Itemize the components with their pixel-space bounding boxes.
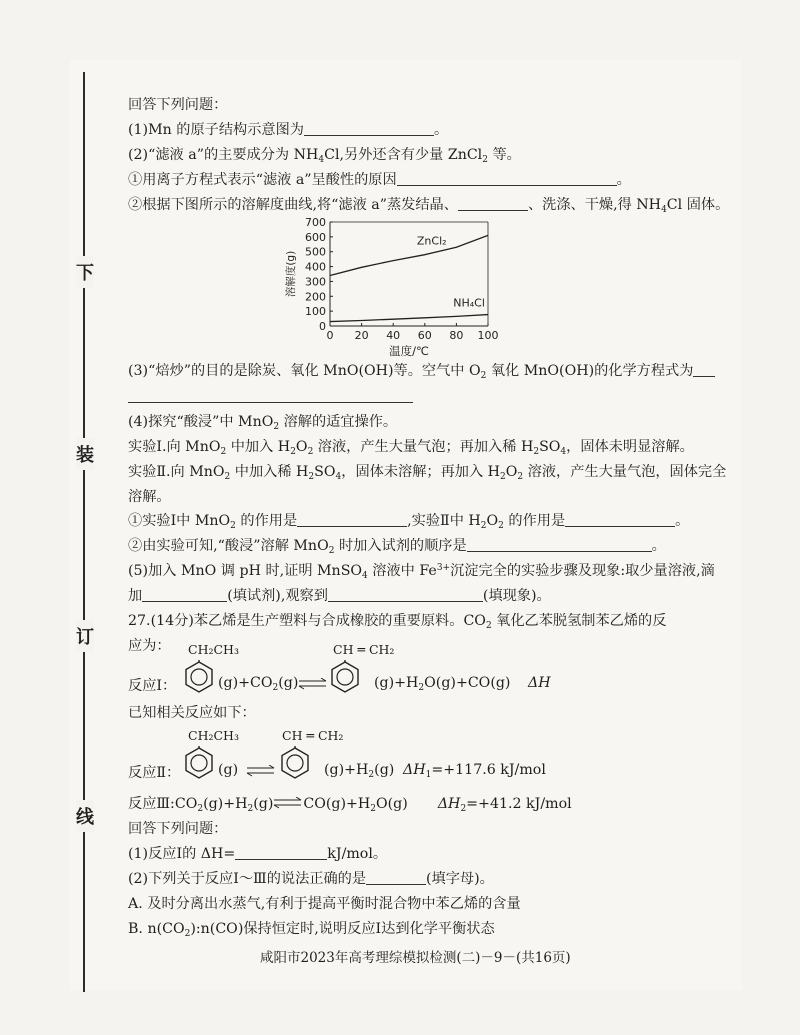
chart-labels (284, 216, 499, 358)
chart-axes (330, 222, 488, 326)
solubility-chart (282, 214, 502, 359)
q2-ion-equation: ①用离子方程式表示“滤液 a”呈酸性的原因 。 (128, 172, 631, 188)
y-tick-label: 300 (305, 275, 326, 289)
equilibrium-arrow-2 (246, 765, 276, 777)
series-line-0 (330, 235, 488, 275)
blank-crystallize[interactable] (458, 196, 528, 211)
ethyl-group-2: CH₂CH₃ (188, 728, 239, 743)
x-tick-label: 0 (326, 329, 334, 342)
vinyl-group-1: CH ═ CH₂ (333, 642, 395, 657)
q5-fe-test-cont: 加 (填试剂),观察到 (填现象)。 (128, 588, 551, 604)
equilibrium-arrow-1 (298, 678, 328, 690)
x-tick-label: 80 (449, 329, 464, 342)
q4-role: ①实验Ⅰ中 MnO$_2$ 的作用是 ,实验Ⅱ中 $H_2O_2$ 的作用是 。 (128, 513, 690, 531)
option-a: A. 及时分离出水蒸气,有利于提高平衡时混合物中苯乙烯的含量 (128, 896, 521, 912)
q27-intro-cont: 应为： (128, 638, 171, 654)
experiment-1: 实验Ⅰ.向 MnO$_2$ 中加入 $H_2O_2$ 溶液，产生大量气泡；再加入稀 $H_2SO_4$，固体未明显溶解。 (128, 439, 694, 457)
q3-roasting-cont (128, 388, 413, 406)
blank-mno2-role[interactable] (297, 512, 407, 527)
side-label-zhuang: 装 (76, 438, 94, 470)
reaction-2-label: 反应Ⅱ： (128, 765, 181, 781)
blank-roast-tail[interactable] (693, 362, 715, 377)
q3-roasting: (3)“焙炒”的目的是除炭、氧化 MnO(OH)等。空气中 $O_2$ 氧化 MnO(OH)的化学方程式为 (128, 362, 715, 380)
q27-prompt: 回答下列问题： (128, 821, 228, 837)
experiment-2: 实验Ⅱ.向 MnO$_2$ 中加入稀 $H_2SO_4$，固体未溶解；再加入 $H_2O_2$ 溶液，产生大量气泡，固体完全 (128, 464, 727, 482)
y-axis-label: 溶解度(g) (285, 250, 297, 298)
q4-acid-leach: (4)探究“酸浸”中 MnO$_2$ 溶解的适宜操作。 (128, 414, 398, 432)
answer-prompt: 回答下列问题： (128, 97, 228, 113)
q5-fe-test: (5)加入 MnO 调 pH 时,证明 MnSO$_4$ 溶液中 $Fe^{3+}$沉淀完全的实验步骤及现象:取少量溶液,滴 (128, 563, 715, 581)
q27-intro: 27.(14分)苯乙烯是生产塑料与合成橡胶的重要原料。$CO_2$ 氧化乙苯脱氢制苯乙烯的反 (128, 613, 667, 631)
option-b: B. $n(CO_2):n(CO)$保持恒定时,说明反应Ⅰ达到化学平衡状态 (128, 921, 495, 939)
q27-1: (1)反应Ⅰ的 ΔH= kJ/mol。 (128, 846, 388, 862)
binding-margin-line (83, 72, 85, 992)
reaction-1-products: $(g)+H_2O(g)+CO(g)$ (374, 675, 511, 693)
blank-ion-equation[interactable] (397, 171, 617, 186)
y-tick-label: 500 (305, 245, 326, 259)
reaction-1-label: 反应Ⅰ： (128, 678, 177, 694)
series-line-1 (330, 315, 488, 322)
q2-crystallize: ②根据下图所示的溶解度曲线,将“滤液 a”蒸发结晶、 、洗涤、干燥,得 $NH_4Cl$ 固体。 (128, 197, 730, 215)
blank-correct-options[interactable] (366, 870, 426, 885)
x-axis-label: 温度/℃ (389, 344, 429, 358)
side-label-xia: 下 (76, 256, 94, 288)
y-tick-label: 600 (305, 230, 326, 244)
equilibrium-arrow-3 (273, 797, 303, 809)
vinyl-group-2: CH ═ CH₂ (282, 728, 344, 743)
reaction-2-dh: $\Delta H_1=+117.6$ kJ/mol (403, 762, 546, 780)
x-tick-label: 100 (477, 329, 499, 342)
y-tick-label: 0 (319, 320, 326, 333)
styrene-ring-1 (330, 660, 360, 696)
known-reactions: 已知相关反应如下： (128, 705, 256, 721)
q4-order: ②由实验可知,“酸浸”溶解 MnO$_2$ 时加入试剂的顺序是 。 (128, 538, 666, 556)
q1-mn-structure: (1)Mn 的原子结构示意图为 。 (128, 122, 449, 138)
blank-h2o2-role[interactable] (565, 512, 675, 527)
y-tick-label: 200 (305, 290, 326, 304)
experiment-2-cont: 溶解。 (128, 489, 171, 505)
ethyl-group-1: CH₂CH₃ (188, 642, 239, 657)
ethylbenzene-ring-2 (184, 746, 214, 782)
reaction-2-products: $(g)+H_2(g)$ (324, 762, 395, 780)
blank-reagent[interactable] (142, 587, 227, 602)
y-tick-label: 700 (305, 216, 326, 229)
x-tick-label: 60 (417, 329, 432, 342)
q2-filtrate: (2)“滤液 a”的主要成分为 $NH_4Cl$,另外还含有少量 ZnCl$_2$ 等。 (128, 147, 521, 165)
blank-delta-h[interactable] (235, 845, 327, 860)
y-tick-label: 400 (305, 260, 326, 274)
series-label-0: ZnCl₂ (416, 234, 447, 248)
blank-phenomenon[interactable] (328, 587, 483, 602)
reaction-1-reactants: $(g)+CO_2(g)$ (218, 675, 299, 693)
side-label-ding: 订 (76, 620, 94, 652)
styrene-ring-2 (280, 746, 310, 782)
q27-2: (2)下列关于反应Ⅰ～Ⅲ的说法正确的是 (填字母)。 (128, 871, 494, 887)
reaction-1-dh: ΔH (528, 675, 551, 691)
side-label-xian: 线 (76, 800, 94, 832)
blank-mn-structure[interactable] (304, 121, 434, 136)
page-footer: 咸阳市2023年高考理综模拟检测(二)－9－(共16页) (260, 950, 571, 966)
blank-roast-equation[interactable] (128, 388, 413, 403)
blank-order[interactable] (467, 537, 652, 552)
series-label-1: NH₄Cl (453, 296, 485, 310)
y-tick-label: 100 (305, 305, 326, 319)
reaction-3: 反应$Ⅲ:CO_2(g)+H_2(g)$ $CO(g)+H_2O(g)$ $\Delta H_2=+41.2$ kJ/mol (128, 796, 572, 814)
x-tick-label: 40 (386, 329, 401, 342)
reaction-2-reactant: (g) (218, 762, 239, 778)
x-tick-label: 20 (354, 329, 369, 342)
ethylbenzene-ring-1 (184, 660, 214, 696)
